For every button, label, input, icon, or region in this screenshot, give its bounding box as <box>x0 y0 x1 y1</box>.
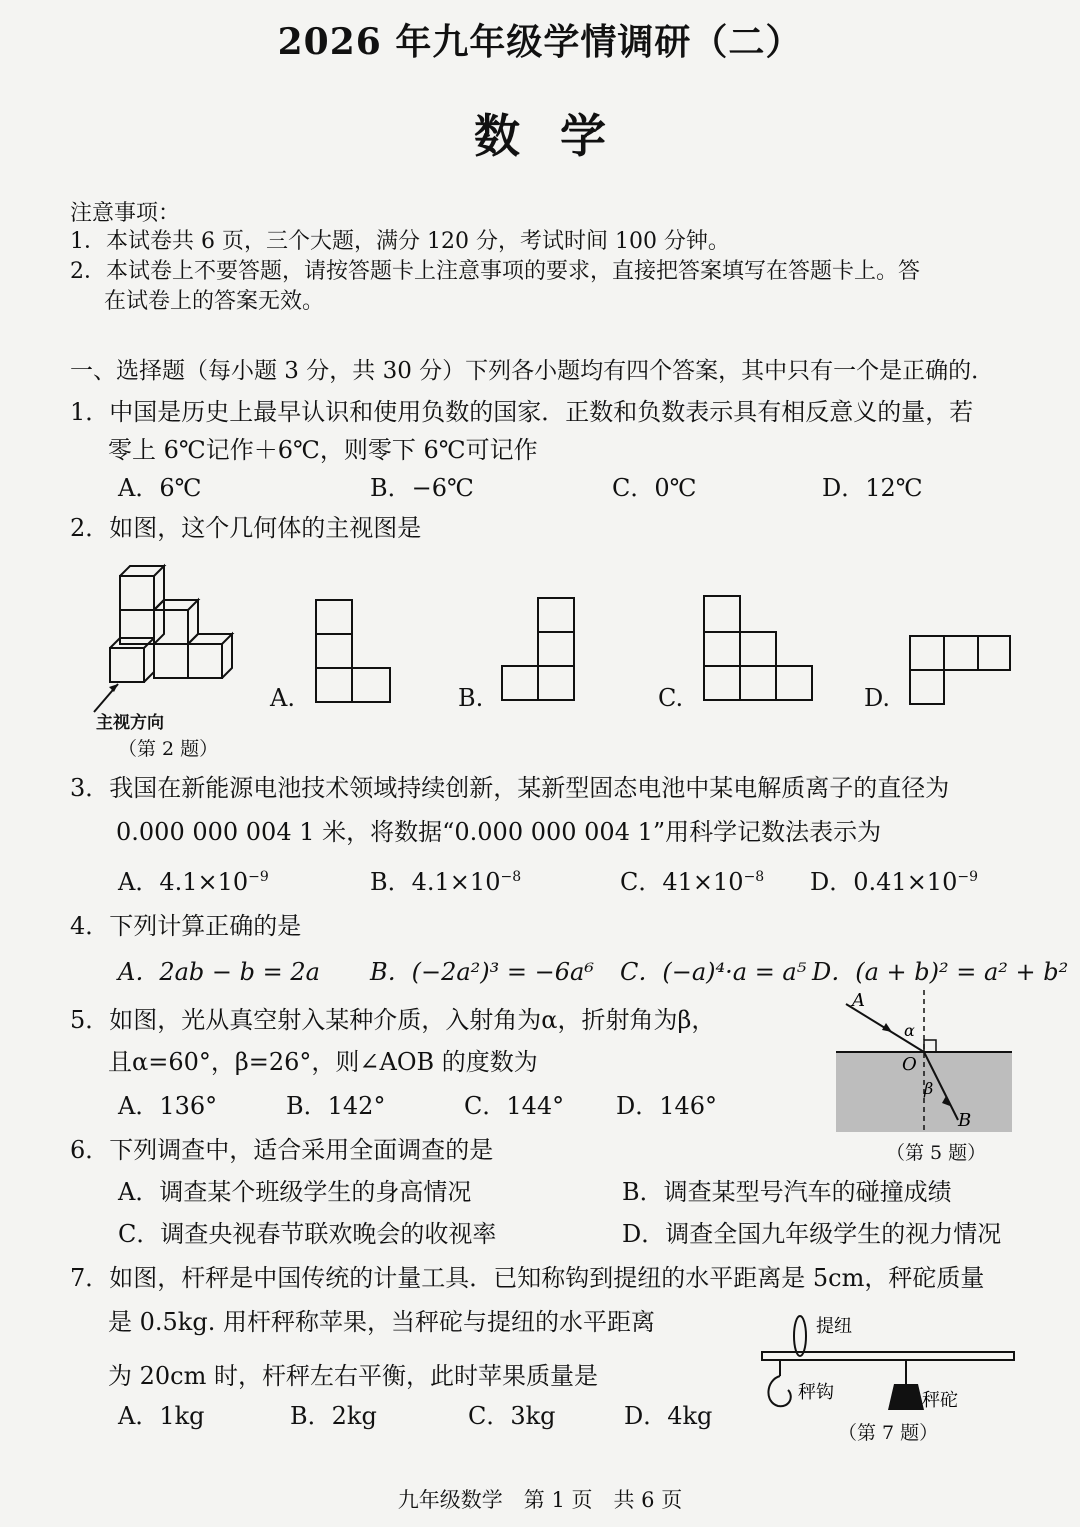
q5-line1: 5．如图，光从真空射入某种介质，入射角为α，折射角为β， <box>70 1006 716 1034</box>
page-title: 2026 年九年级学情调研（二） <box>277 21 803 63</box>
q3-option-c-exp: −8 <box>743 869 765 885</box>
q7-label-hook: 秤钩 <box>798 1382 834 1403</box>
q2-cube-figure <box>88 556 248 716</box>
q3-option-b-label: B． <box>370 868 412 896</box>
q2-option-b-label[interactable]: B. <box>458 684 484 712</box>
q1-option-a[interactable]: A．6℃ <box>118 474 202 502</box>
q3-option-d[interactable] <box>810 862 978 897</box>
weight-icon <box>888 1384 924 1410</box>
q3-option-c[interactable] <box>620 862 764 897</box>
q2-option-a-figure[interactable] <box>314 598 394 704</box>
q5-caption: （第 5 题） <box>886 1142 987 1164</box>
q4-option-d[interactable]: D．(a + b)² = a² + b² <box>812 958 1069 986</box>
q7-steelyard-figure <box>756 1310 1018 1422</box>
q6-option-c[interactable]: C．调查央视春节联欢晚会的收视率 <box>118 1220 497 1248</box>
q3-line2: 0.000 000 004 1 米，将数据“0.000 000 004 1”用科学记数法表示为 <box>116 818 882 846</box>
q1-line1: 1．中国是历史上最早认识和使用负数的国家．正数和负数表示具有相反意义的量，若 <box>70 398 974 426</box>
q3-option-b-base: 4.1×10 <box>411 868 501 896</box>
q1-option-d[interactable]: D．12℃ <box>822 474 923 502</box>
q7-caption: （第 7 题） <box>838 1422 939 1444</box>
subject-title: 数学 <box>474 109 646 163</box>
q7-option-a[interactable]: A．1kg <box>118 1402 205 1430</box>
q5-label-a: A <box>852 990 865 1011</box>
q5-label-o: O <box>902 1054 917 1075</box>
q7-line1: 7．如图，杆秤是中国传统的计量工具．已知称钩到提纽的水平距离是 5cm，秤砣质量 <box>70 1264 985 1292</box>
q5-option-d[interactable]: D．146° <box>616 1092 718 1120</box>
q2-option-d-figure[interactable] <box>908 634 1014 706</box>
q2-option-b-figure[interactable] <box>500 596 576 704</box>
q3-option-b-exp: −8 <box>500 869 522 885</box>
q3-option-d-exp: −9 <box>957 869 978 885</box>
q2-option-c-label[interactable]: C. <box>658 684 684 712</box>
q7-line2: 是 0.5kg. 用杆秤称苹果，当秤砣与提纽的水平距离 <box>108 1308 655 1336</box>
q5-option-c[interactable]: C．144° <box>464 1092 565 1120</box>
q4-stem: 4．下列计算正确的是 <box>70 912 302 940</box>
q3-line1: 3．我国在新能源电池技术领域持续创新，某新型固态电池中某电解质离子的直径为 <box>70 774 950 802</box>
q7-option-b[interactable]: B．2kg <box>290 1402 377 1430</box>
q4-option-a[interactable]: A．2ab − b = 2a <box>118 958 320 986</box>
q3-option-a-base: 4.1×10 <box>159 868 249 896</box>
notice-item-2: 2．本试卷上不要答题，请按答题卡上注意事项的要求，直接把答案填写在答题卡上。答 <box>70 259 920 284</box>
q5-refraction-figure <box>834 988 1014 1136</box>
q3-option-a-label: A． <box>118 868 160 896</box>
section-title: 一、选择题（每小题 3 分，共 30 分）下列各小题均有四个答案，其中只有一个是正确的． <box>70 358 995 384</box>
q7-label-knob: 提纽 <box>816 1316 852 1337</box>
q2-caption: （第 2 题） <box>118 738 219 760</box>
q3-option-a[interactable] <box>118 862 269 897</box>
q4-option-b[interactable]: B．(−2a²)³ = −6a⁶ <box>370 958 594 986</box>
q3-option-b[interactable] <box>370 862 521 897</box>
q2-option-d-label[interactable]: D. <box>864 684 891 712</box>
q5-option-b[interactable]: B．142° <box>286 1092 386 1120</box>
q3-option-c-label: C． <box>620 868 663 896</box>
q1-line2: 零上 6℃记作＋6℃，则零下 6℃可记作 <box>108 436 538 464</box>
q7-option-d[interactable]: D．4kg <box>624 1402 713 1430</box>
q2-option-a-label[interactable]: A. <box>270 684 295 712</box>
q2-option-c-figure[interactable] <box>702 594 816 704</box>
q3-option-d-base: 0.41×10 <box>853 868 958 896</box>
q7-label-weight: 秤砣 <box>922 1390 958 1411</box>
q5-label-b: B <box>958 1110 972 1131</box>
q3-option-c-base: 41×10 <box>662 868 744 896</box>
q5-label-alpha: α <box>904 1021 915 1040</box>
q7-line3: 为 20cm 时，杆秤左右平衡，此时苹果质量是 <box>108 1362 598 1390</box>
q6-option-d[interactable]: D．调查全国九年级学生的视力情况 <box>622 1220 1002 1248</box>
page-footer: 九年级数学 第 1 页 共 6 页 <box>397 1488 683 1512</box>
q2-stem: 2．如图，这个几何体的主视图是 <box>70 514 422 542</box>
q4-option-c[interactable]: C．(−a)⁴·a = a⁵ <box>620 958 807 986</box>
q3-option-d-label: D． <box>810 868 854 896</box>
q3-option-a-exp: −9 <box>248 869 269 885</box>
hook-icon <box>768 1376 790 1406</box>
q5-option-a[interactable]: A．136° <box>118 1092 218 1120</box>
q6-option-a[interactable]: A．调查某个班级学生的身高情况 <box>118 1178 472 1206</box>
q2-view-direction: 主视方向 <box>96 713 164 733</box>
knob-loop <box>794 1316 806 1356</box>
q5-label-beta: β <box>924 1079 934 1098</box>
notice-item-1: 1．本试卷共 6 页，三个大题，满分 120 分，考试时间 100 分钟。 <box>70 229 730 254</box>
q5-line2: 且α=60°，β=26°，则∠AOB 的度数为 <box>108 1048 538 1076</box>
q1-option-c[interactable]: C．0℃ <box>612 474 697 502</box>
notice-item-2-cont: 在试卷上的答案无效。 <box>104 289 325 314</box>
q6-option-b[interactable]: B．调查某型号汽车的碰撞成绩 <box>622 1178 952 1206</box>
q6-stem: 6．下列调查中，适合采用全面调查的是 <box>70 1136 494 1164</box>
notice-heading: 注意事项： <box>70 201 181 226</box>
q7-option-c[interactable]: C．3kg <box>468 1402 556 1430</box>
q1-option-b[interactable]: B．−6℃ <box>370 474 474 502</box>
